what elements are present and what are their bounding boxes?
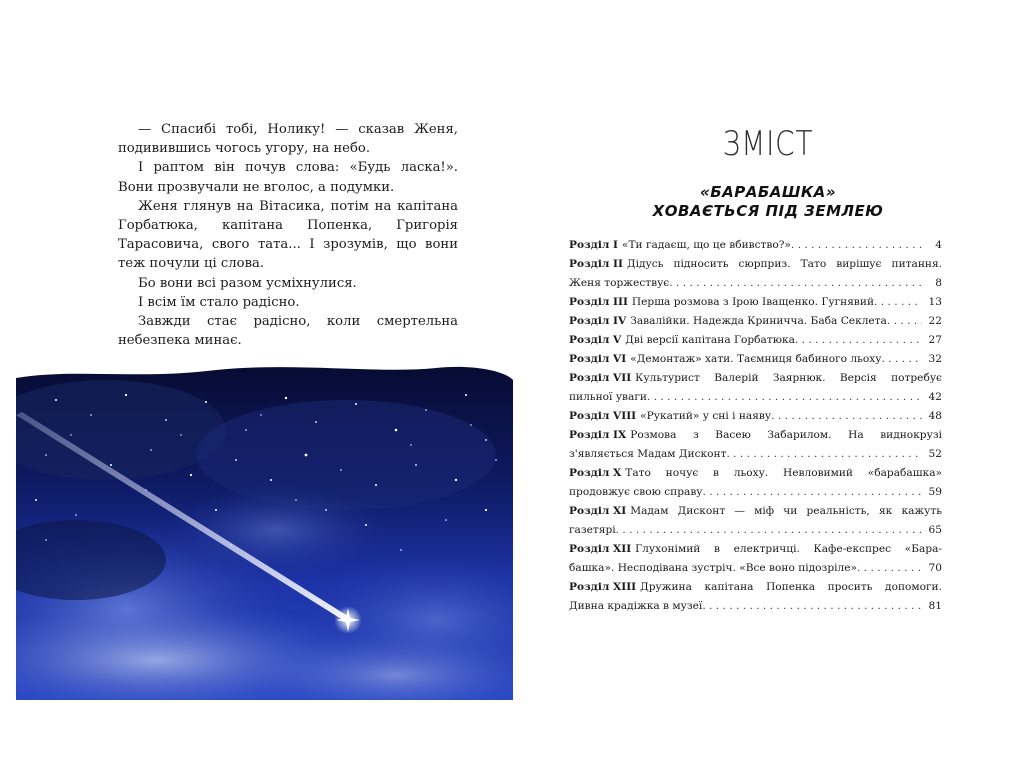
toc-entry[interactable] (569, 502, 942, 540)
toc-chapter-number: Розділ I (569, 239, 618, 251)
story-paragraph: І всім їм стало радісно. (138, 294, 300, 310)
toc-page-number: 4 (935, 239, 942, 251)
part-title (512, 183, 1024, 221)
story-paragraph: Женя глянув на Вітасика, потім на капітана Горбатюка, капітана Попенка, Григорія Тарасовича, свого тата... І зрозумів, що вони теж почули ці слова. (118, 198, 458, 272)
toc-entry[interactable] (569, 255, 942, 293)
toc-line (569, 255, 942, 274)
toc-line (569, 426, 942, 445)
toc-chapter-number: Розділ VIII (569, 410, 637, 422)
toc-line (569, 350, 942, 369)
toc-leader-dots (881, 350, 922, 369)
story-text (118, 120, 458, 350)
toc-entry[interactable] (569, 407, 942, 426)
toc-leader-dots (702, 597, 922, 616)
table-of-contents (569, 236, 942, 616)
toc-page-number: 13 (928, 296, 942, 308)
toc-leader-dots (703, 483, 922, 502)
toc-chapter-title: продовжує свою справу (569, 486, 703, 498)
toc-line (569, 274, 942, 293)
toc-chapter-title: Тато ночує в льоху. Невловимий «барабашка» (625, 467, 942, 479)
night-sky-illustration (16, 360, 513, 700)
toc-page-number: 65 (928, 524, 942, 536)
toc-entry[interactable] (569, 540, 942, 578)
toc-chapter-title: Дідусь підносить сюрприз. Тато вирішує питання. (626, 258, 942, 270)
toc-leader-dots (887, 312, 922, 331)
story-paragraph: І раптом він почув слова: «Будь ласка!». Вони прозвучали не вголос, а подумки. (118, 160, 458, 195)
toc-chapter-number: Розділ VI (569, 353, 627, 365)
toc-chapter-number: Розділ VII (569, 372, 632, 384)
toc-chapter-title: Розмова з Васею Забарилом. На виднокрузі (630, 429, 942, 441)
toc-line (569, 464, 942, 483)
toc-leader-dots (795, 331, 922, 350)
toc-heading: ЗМІСТ (722, 124, 814, 164)
toc-line (569, 407, 942, 426)
toc-leader-dots (647, 388, 922, 407)
toc-line (569, 502, 942, 521)
toc-chapter-title: Мадам Дисконт — міф чи реальність, як кажуть (630, 505, 942, 517)
toc-leader-dots (874, 293, 922, 312)
toc-page-number: 32 (928, 353, 942, 365)
toc-chapter-title: пильної уваги (569, 391, 647, 403)
toc-entry[interactable] (569, 426, 942, 464)
toc-page-number: 59 (928, 486, 942, 498)
toc-line (569, 388, 942, 407)
toc-chapter-title: Завалійки. Надежда Криничча. Баба Секлета (630, 315, 887, 327)
toc-line (569, 312, 942, 331)
toc-chapter-number: Розділ III (569, 296, 628, 308)
toc-chapter-number: Розділ IX (569, 429, 627, 441)
toc-chapter-title: башка». Несподівана зустріч. «Все воно підозріле» (569, 562, 857, 574)
story-paragraph: — Спасибі тобі, Нолику! — сказав Женя, подивившись чогось угору, на небо. (118, 122, 458, 157)
toc-page-number: 27 (928, 334, 942, 346)
toc-page-number: 22 (928, 315, 942, 327)
toc-chapter-number: Розділ X (569, 467, 622, 479)
right-page (512, 0, 1024, 768)
part-title-line: ХОВАЄТЬСЯ ПІД ЗЕМЛЕЮ (652, 202, 884, 220)
toc-chapter-title: Культурист Валерій Заярнюк. Версія потребує (635, 372, 942, 384)
toc-entry[interactable] (569, 350, 942, 369)
toc-line (569, 369, 942, 388)
toc-chapter-title: газетярі (569, 524, 616, 536)
toc-page-number: 81 (928, 600, 942, 612)
toc-leader-dots (857, 559, 922, 578)
toc-line (569, 236, 942, 255)
toc-chapter-title: з'являється Мадам Дисконт (569, 448, 727, 460)
toc-chapter-title: Женя торжествує (569, 277, 670, 289)
toc-leader-dots (669, 274, 922, 293)
toc-chapter-number: Розділ XII (569, 543, 632, 555)
toc-chapter-title: «Рукатий» у сні і наяву (640, 410, 772, 422)
toc-entry[interactable] (569, 578, 942, 616)
toc-chapter-number: Розділ II (569, 258, 623, 270)
toc-chapter-title: «Ти гадаєш, що це вбивство?» (622, 239, 791, 251)
toc-line (569, 293, 942, 312)
toc-page-number: 48 (928, 410, 942, 422)
toc-leader-dots (726, 445, 922, 464)
toc-entry[interactable] (569, 236, 942, 255)
toc-line (569, 521, 942, 540)
toc-chapter-title: Дружина капітана Попенка просить допомоги. (640, 581, 942, 593)
toc-line (569, 445, 942, 464)
toc-chapter-number: Розділ XIII (569, 581, 637, 593)
toc-leader-dots (771, 407, 922, 426)
toc-entry[interactable] (569, 293, 942, 312)
toc-line (569, 597, 942, 616)
toc-chapter-title: «Демонтаж» хати. Таємниця бабиного льоху (630, 353, 882, 365)
part-title-line: «БАРАБАШКА» (699, 183, 837, 201)
toc-line (569, 540, 942, 559)
toc-entry[interactable] (569, 331, 942, 350)
toc-page-number: 8 (935, 277, 942, 289)
story-paragraph: Завжди стає радісно, коли смертельна небезпека минає. (118, 314, 458, 349)
toc-chapter-title: Перша розмова з Ірою Іващенко. Гугнявий (631, 296, 875, 308)
toc-chapter-number: Розділ V (569, 334, 622, 346)
toc-leader-dots (616, 521, 922, 540)
toc-page-number: 52 (928, 448, 942, 460)
toc-leader-dots (791, 236, 922, 255)
toc-page-number: 42 (928, 391, 942, 403)
toc-chapter-title: Дві версії капітана Горбатюка (625, 334, 795, 346)
toc-chapter-number: Розділ XI (569, 505, 627, 517)
toc-line (569, 331, 942, 350)
toc-line (569, 483, 942, 502)
toc-line (569, 559, 942, 578)
toc-entry[interactable] (569, 464, 942, 502)
toc-entry[interactable] (569, 369, 942, 407)
toc-chapter-number: Розділ IV (569, 315, 627, 327)
toc-chapter-title: Дивна крадіжка в музеї (569, 600, 703, 612)
toc-page-number: 70 (928, 562, 942, 574)
toc-line (569, 578, 942, 597)
toc-chapter-title: Глухонімий в електричці. Кафе-експрес «Бара- (635, 543, 942, 555)
story-paragraph: Бо вони всі разом усміхнулися. (138, 275, 357, 291)
toc-entry[interactable] (569, 312, 942, 331)
